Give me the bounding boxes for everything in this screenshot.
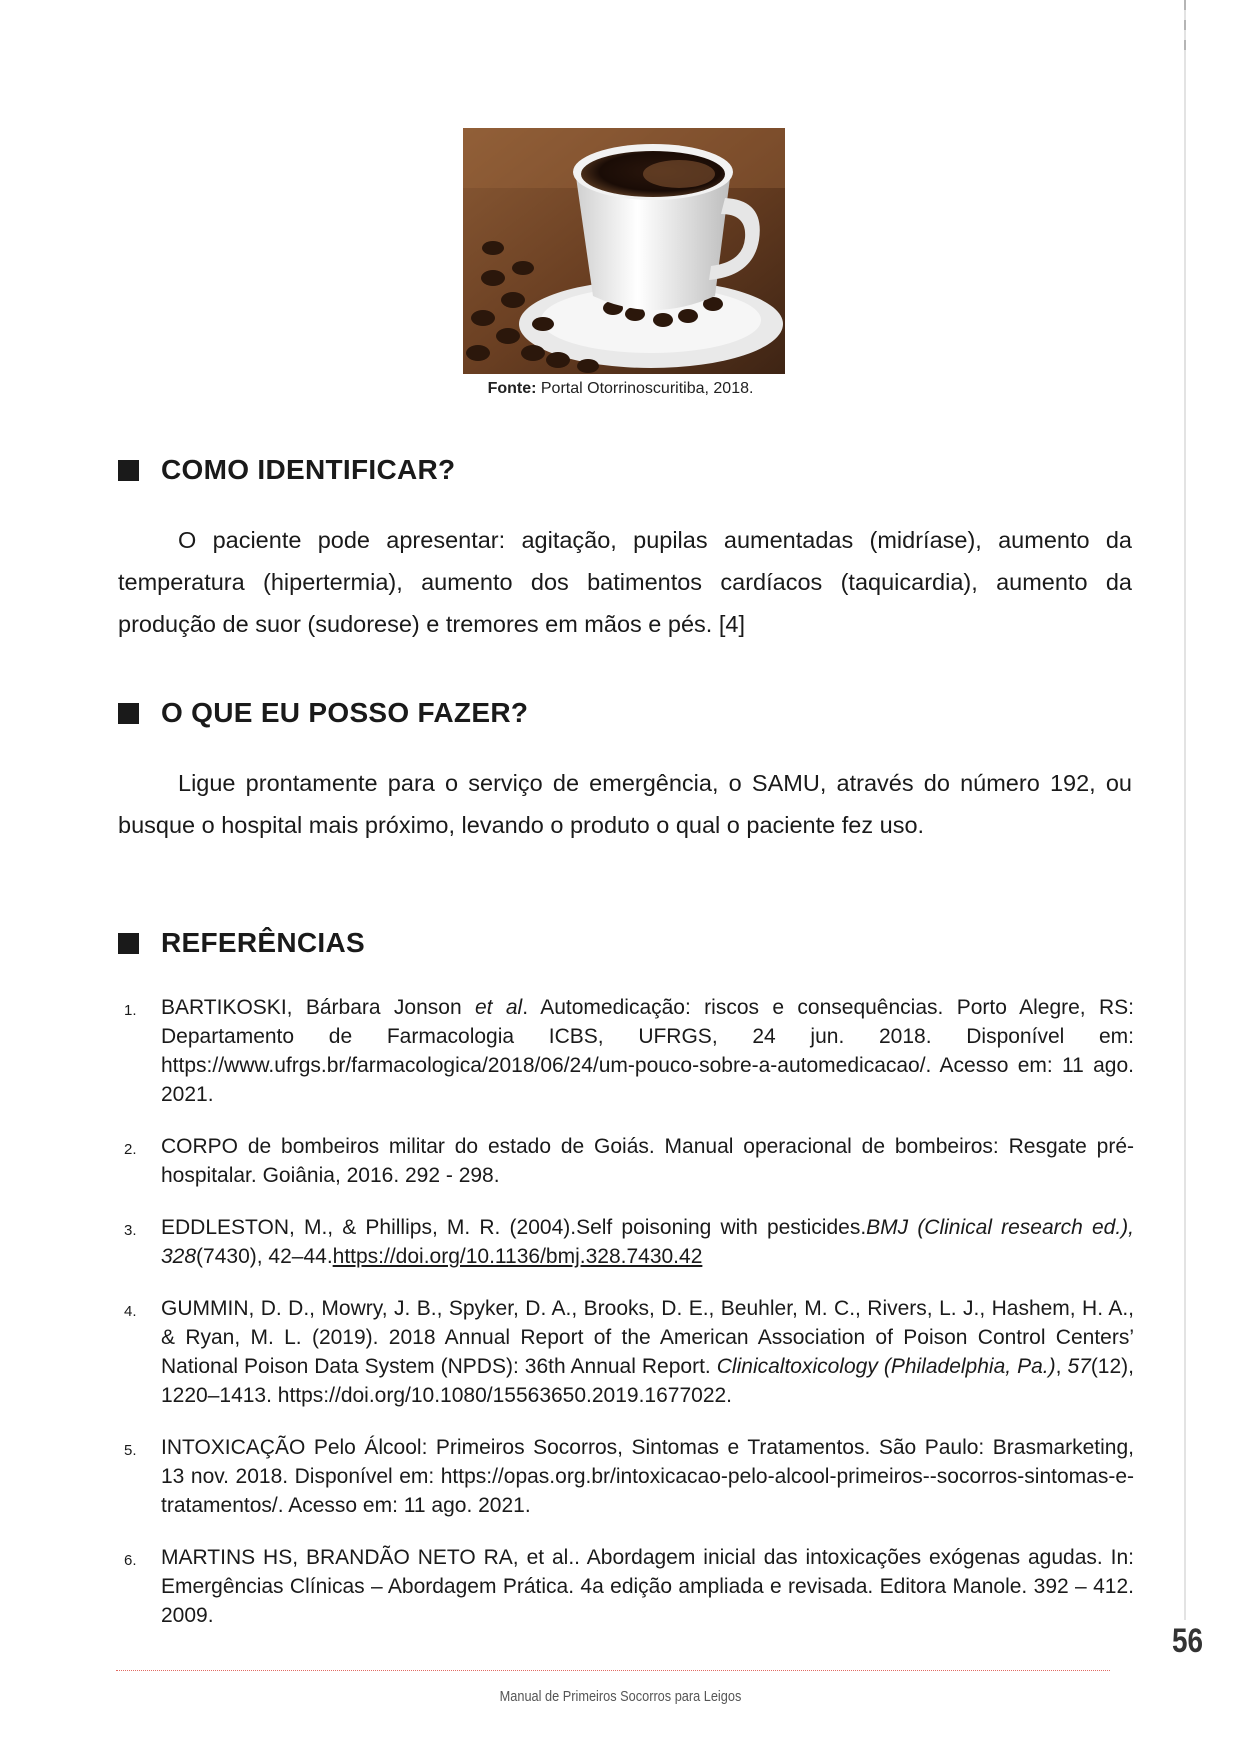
bullet-square-icon	[118, 460, 139, 481]
section-title-identify	[118, 454, 455, 486]
page-edge-line	[1184, 0, 1186, 1620]
reference-text: (12), 1220–1413. https://doi.org/10.1080/15563650.2019.1677022.	[161, 1355, 1134, 1407]
identify-paragraph: O paciente pode apresentar: agitação, pupilas aumentadas (midríase), aumento da temperatura (hipertermia), aumento dos batimentos cardíacos (taquicardia), aumento da produção de suor (sudorese) e tremores em mãos e pés. [4]	[118, 527, 1132, 637]
reference-item	[118, 1132, 1134, 1190]
references-list	[118, 993, 1134, 1653]
page-number: 56	[1172, 1622, 1204, 1660]
reference-text: (7430), 42–44.	[196, 1245, 333, 1268]
section-title-text: O QUE EU POSSO FAZER?	[161, 697, 529, 728]
caption-label: Fonte:	[487, 380, 537, 397]
reference-number: 4.	[124, 1303, 137, 1320]
section-title-action	[118, 697, 528, 729]
reference-text: GUMMIN, D. D., Mowry, J. B., Spyker, D. A., Brooks, D. E., Beuhler, M. C., Rivers, L. J., Hashem, H. A., & Ryan, M. L. (2019). 2018 Annual Report of the American Association of Poison Control Centers’ National Poison Data System (NPDS): 36th Annual Report.	[161, 1297, 1134, 1378]
footer-divider	[116, 1670, 1110, 1671]
section-title-text: REFERÊNCIAS	[161, 927, 365, 958]
reference-item	[118, 1433, 1134, 1520]
reference-item	[118, 1294, 1134, 1410]
section-title-text: COMO IDENTIFICAR?	[161, 454, 456, 485]
page-edge-dashes	[1184, 0, 1186, 60]
reference-item	[118, 1543, 1134, 1630]
reference-text: BARTIKOSKI, Bárbara Jonson	[161, 996, 475, 1019]
coffee-cup-icon	[463, 128, 785, 374]
bullet-square-icon	[118, 933, 139, 954]
reference-text: . Automedicação: riscos e consequências. Porto Alegre, RS: Departamento de Farmacologia ICBS, UFRGS, 24 jun. 2018. Disponível em: https://www.ufrgs.br/farmacologica/2018/06/24/um-pouco-sobre-a-automedicacao/. Acesso em: 11 ago. 2021.	[161, 996, 1134, 1106]
reference-text: CORPO de bombeiros militar do estado de Goiás. Manual operacional de bombeiros: Resgate pré-hospitalar. Goiânia, 2016. 292 - 298.	[161, 1135, 1134, 1187]
reference-italic: BMJ (Clinical research ed.), 328	[161, 1216, 1135, 1268]
figure-caption	[0, 380, 1241, 398]
caption-text: Portal Otorrinoscuritiba, 2018.	[536, 380, 754, 397]
reference-item	[118, 993, 1134, 1109]
reference-number: 3.	[124, 1222, 137, 1239]
coffee-cup-photo	[463, 128, 785, 374]
reference-number: 1.	[124, 1002, 137, 1019]
reference-italic: Clinicaltoxicology (Philadelphia, Pa.)	[716, 1355, 1056, 1378]
reference-text: EDDLESTON, M., & Phillips, M. R. (2004).Self poisoning with pesticides.	[161, 1216, 867, 1239]
reference-number: 5.	[124, 1442, 137, 1459]
reference-italic: 57	[1067, 1355, 1091, 1378]
reference-item	[118, 1213, 1134, 1271]
reference-number: 6.	[124, 1552, 137, 1569]
reference-text: MARTINS HS, BRANDÃO NETO RA, et al.. Abordagem inicial das intoxicações exógenas agudas. In: Emergências Clínicas – Abordagem Prática. 4a edição ampliada e revisada. Editora Manole. 392 – 412. 2009.	[161, 1546, 1134, 1627]
reference-number: 2.	[124, 1141, 137, 1158]
reference-link[interactable]: https://doi.org/10.1136/bmj.328.7430.42	[332, 1245, 703, 1268]
section-title-references	[118, 927, 365, 959]
reference-text: ,	[1055, 1355, 1068, 1378]
footer-title: Manual de Primeiros Socorros para Leigos	[499, 1688, 742, 1705]
bullet-square-icon	[118, 703, 139, 724]
action-paragraph: Ligue prontamente para o serviço de emergência, o SAMU, através do número 192, ou busque o hospital mais próximo, levando o produto o qual o paciente fez uso.	[118, 770, 1132, 838]
reference-text: INTOXICAÇÃO Pelo Álcool: Primeiros Socorros, Sintomas e Tratamentos. São Paulo: Brasmarketing, 13 nov. 2018. Disponível em: https://opas.org.br/intoxicacao-pelo-alcool-primeiros--socorros-sintomas-e-tratamentos/. Acesso em: 11 ago. 2021.	[161, 1436, 1134, 1517]
reference-italic: et al	[474, 996, 523, 1019]
